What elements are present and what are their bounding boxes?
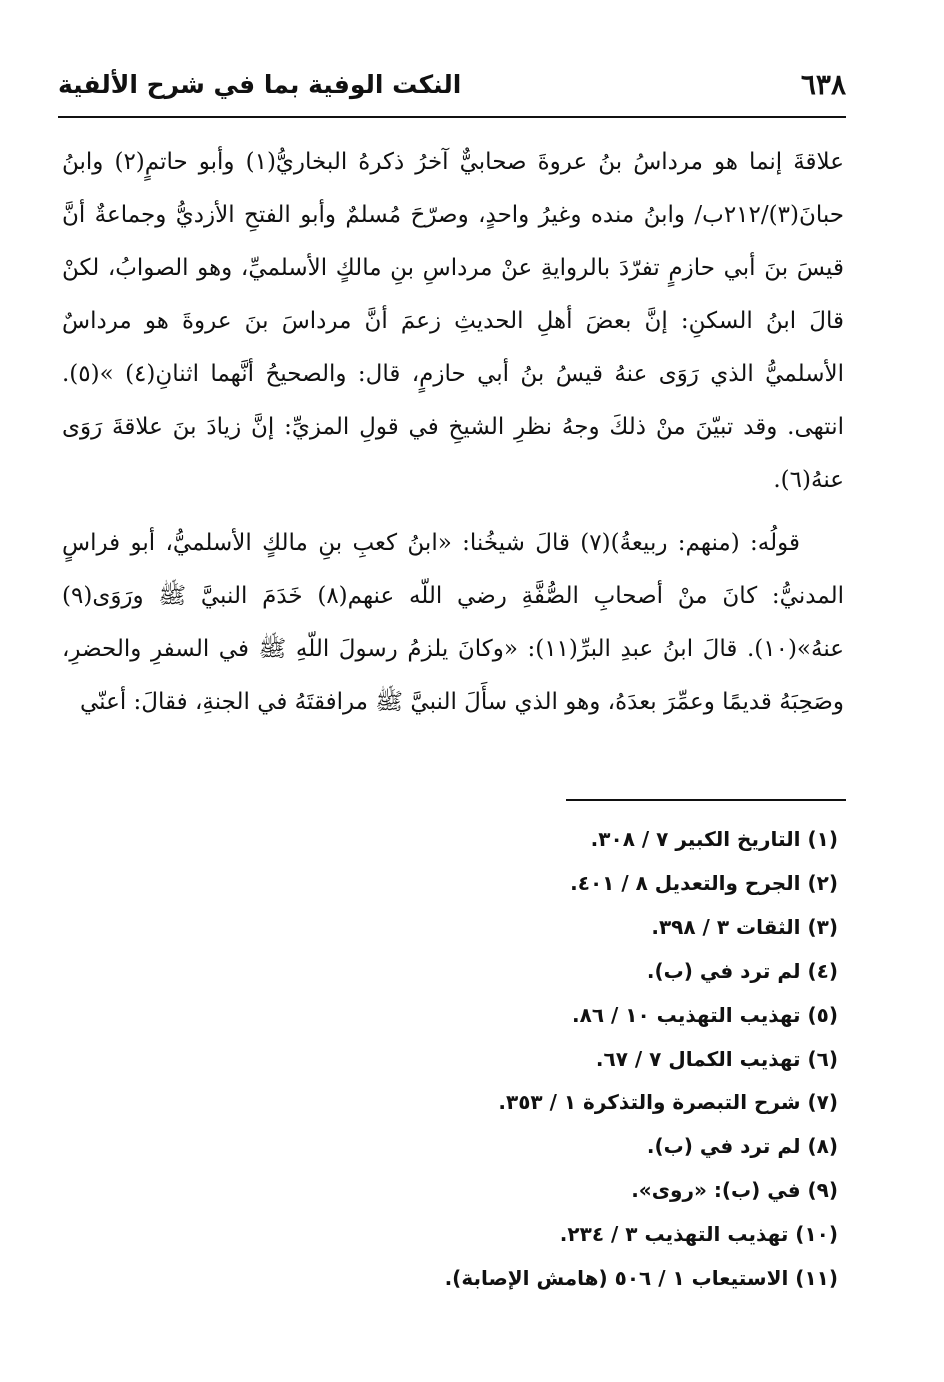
footnote-divider bbox=[566, 799, 846, 801]
page-header bbox=[58, 62, 846, 106]
footnote: (١١) الاستيعاب ١ / ٥٠٦ (هامش الإصابة). bbox=[444, 1266, 838, 1291]
footnote: (١) التاريخ الكبير ٧ / ٣٠٨. bbox=[590, 827, 838, 851]
footnote: (٩) في (ب): «روى». bbox=[631, 1178, 838, 1203]
footnote: (٦) تهذيب الكمال ٧ / ٦٧. bbox=[595, 1046, 838, 1071]
footnote: (١٠) تهذيب التهذيب ٣ / ٢٣٤. bbox=[559, 1222, 838, 1247]
footnote: (٥) تهذيب التهذيب ١٠ / ٨٦. bbox=[572, 1002, 838, 1027]
footnote: (٧) شرح التبصرة والتذكرة ١ / ٣٥٣. bbox=[498, 1090, 838, 1115]
footnote: (٨) لم ترد في (ب). bbox=[646, 1134, 838, 1159]
footnote: (٤) لم ترد في (ب). bbox=[646, 958, 838, 983]
body-paragraph: قولُه: (منهم: ربيعةُ)(٧) قالَ شيخُنا: «ابنُ كعبِ بنِ مالكٍ الأسلميُّ، أبو فراسٍ المدنيُّ: كانَ منْ أصحابِ الصُّفَّةِ رضي اللّه عنهم(٨) خَدَمَ النبيَّ ﷺ ورَوَى(٩) عنهُ»(١٠). قالَ ابنُ عبدِ البرِّ(١١): «وكانَ يلزمُ رسولَ اللّهِ ﷺ في السفرِ والحضرِ، وصَحِبَهُ قديمًا وعمِّرَ بعدَهُ، وهو الذي سأَلَ النبيَّ ﷺ مرافقتَهُ في الجنةِ، فقالَ: أعنّي bbox=[62, 530, 844, 715]
main-text bbox=[62, 136, 844, 729]
page-number: ٦٣٨ bbox=[800, 67, 846, 101]
body-paragraph: علاقةَ إنما هو مرداسُ بنُ عروةَ صحابيٌّ آخرُ ذكرهُ البخاريُّ(١) وأبو حاتمٍ(٢) وابنُ حبانَ(٣)/٢١٢ب/ وابنُ منده وغيرُ واحدٍ، وصرّحَ مُسلمٌ وأبو الفتحِ الأزديُّ وجماعةٌ أنَّ قيسَ بنَ أبي حازمٍ تفرّدَ بالروايةِ عنْ مرداسِ بنِ مالكٍ الأسلميِّ، وهو الصوابُ، لكنْ قالَ ابنُ السكنِ: إنَّ بعضَ أهلِ الحديثِ زعمَ أنَّ مرداسَ بنَ عروةَ هو مرداسٌ الأسلميُّ الذي رَوَى عنهُ قيسُ بنُ أبي حازمٍ، قال: والصحيحُ أنَّهما اثنانِ(٤) »(٥). انتهى. وقد تبيّنَ منْ ذلكَ وجهُ نظرِ الشيخِ في قولِ المزيِّ: إنَّ زيادَ بنَ علاقةَ رَوَى عنهُ(٦). bbox=[62, 149, 844, 493]
footnote: (٢) الجرح والتعديل ٨ / ٤٠١. bbox=[570, 870, 838, 895]
running-title: النكت الوفية بما في شرح الألفية bbox=[58, 69, 462, 99]
header-divider bbox=[58, 116, 846, 118]
footnotes bbox=[60, 818, 838, 1301]
footnote: (٣) الثقات ٣ / ٣٩٨. bbox=[651, 914, 838, 939]
